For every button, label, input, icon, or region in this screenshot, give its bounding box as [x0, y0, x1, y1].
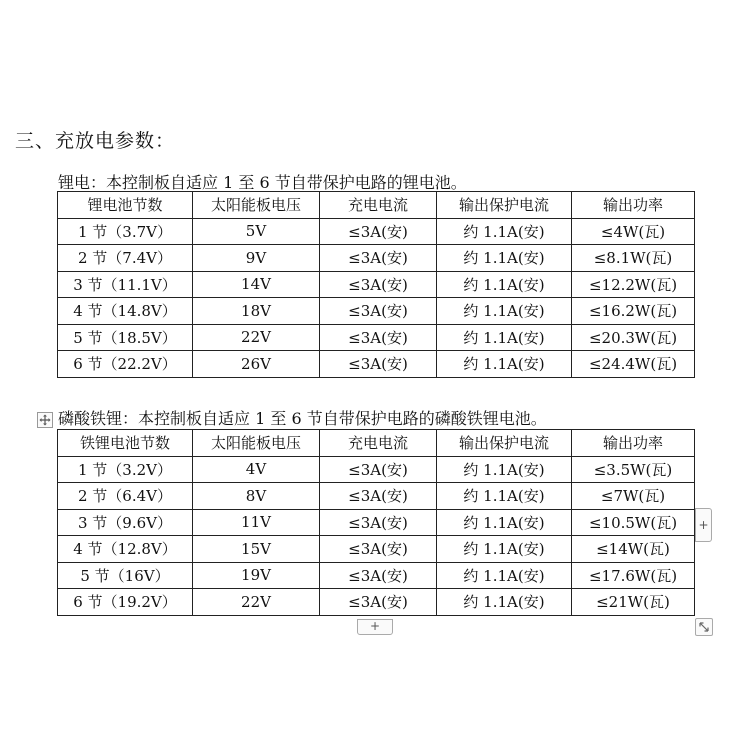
table-row — [58, 271, 695, 298]
table-resize-handle[interactable] — [695, 618, 713, 636]
table-cell[interactable]: 约 1.1A(安) — [437, 271, 572, 298]
lifepo4-table[interactable] — [57, 429, 695, 616]
table-row — [58, 298, 695, 325]
table-cell[interactable]: ≤12.2W(瓦) — [572, 271, 695, 298]
table-cell[interactable]: 6 节（19.2V） — [58, 589, 193, 616]
table-move-handle[interactable] — [37, 412, 53, 428]
table-cell[interactable]: ≤21W(瓦) — [572, 589, 695, 616]
table-cell[interactable]: 4 节（12.8V） — [58, 536, 193, 563]
table-row — [58, 589, 695, 616]
table-cell[interactable]: 约 1.1A(安) — [437, 536, 572, 563]
add-column-button[interactable] — [695, 508, 712, 542]
table-cell[interactable]: 15V — [193, 536, 320, 563]
table-cell[interactable]: 5 节（18.5V） — [58, 324, 193, 351]
table-cell[interactable]: 约 1.1A(安) — [437, 245, 572, 272]
table-cell[interactable]: ≤3.5W(瓦) — [572, 456, 695, 483]
table-cell[interactable]: 3 节（9.6V） — [58, 509, 193, 536]
table-cell[interactable]: ≤20.3W(瓦) — [572, 324, 695, 351]
table-cell[interactable]: 6 节（22.2V） — [58, 351, 193, 378]
table-row — [58, 456, 695, 483]
table-cell[interactable]: 约 1.1A(安) — [437, 562, 572, 589]
header-cell[interactable]: 锂电池节数 — [58, 192, 193, 219]
table-row — [58, 536, 695, 563]
table-cell[interactable]: 约 1.1A(安) — [437, 298, 572, 325]
table-header-row — [58, 192, 695, 219]
plus-icon: + — [369, 619, 381, 633]
table-cell[interactable]: ≤14W(瓦) — [572, 536, 695, 563]
lifepo4-intro: 磷酸铁锂：本控制板自适应 1 至 6 节自带保护电路的磷酸铁锂电池。 — [58, 409, 547, 428]
table-row — [58, 509, 695, 536]
table-cell[interactable]: 约 1.1A(安) — [437, 351, 572, 378]
table-cell[interactable]: 19V — [193, 562, 320, 589]
table-cell[interactable]: 26V — [193, 351, 320, 378]
move-arrows-icon — [39, 414, 51, 426]
lithium-intro: 锂电：本控制板自适应 1 至 6 节自带保护电路的锂电池。 — [58, 173, 467, 192]
table-cell[interactable]: 约 1.1A(安) — [437, 509, 572, 536]
table-cell[interactable]: 8V — [193, 483, 320, 510]
table-cell[interactable]: 约 1.1A(安) — [437, 218, 572, 245]
table-cell[interactable]: 约 1.1A(安) — [437, 589, 572, 616]
table-cell[interactable]: ≤24.4W(瓦) — [572, 351, 695, 378]
table-cell[interactable]: ≤3A(安) — [320, 298, 437, 325]
table-cell[interactable]: ≤7W(瓦) — [572, 483, 695, 510]
table-cell[interactable]: ≤10.5W(瓦) — [572, 509, 695, 536]
section-heading: 三、充放电参数： — [15, 130, 176, 152]
header-cell[interactable]: 输出保护电流 — [437, 192, 572, 219]
header-cell[interactable]: 输出功率 — [572, 430, 695, 457]
table-row — [58, 351, 695, 378]
table-cell[interactable]: 2 节（7.4V） — [58, 245, 193, 272]
table-cell[interactable]: 4V — [193, 456, 320, 483]
table-cell[interactable]: 约 1.1A(安) — [437, 483, 572, 510]
table-cell[interactable]: 11V — [193, 509, 320, 536]
add-row-button[interactable] — [357, 619, 393, 635]
table-cell[interactable]: ≤3A(安) — [320, 351, 437, 378]
table-cell[interactable]: 约 1.1A(安) — [437, 324, 572, 351]
table-cell[interactable]: 22V — [193, 324, 320, 351]
table-cell[interactable]: ≤17.6W(瓦) — [572, 562, 695, 589]
lithium-table[interactable] — [57, 191, 695, 378]
table-row — [58, 245, 695, 272]
header-cell[interactable]: 铁锂电池节数 — [58, 430, 193, 457]
table-cell[interactable]: ≤3A(安) — [320, 271, 437, 298]
table-cell[interactable]: 18V — [193, 298, 320, 325]
plus-icon: + — [698, 518, 709, 532]
table-cell[interactable]: 4 节（14.8V） — [58, 298, 193, 325]
table-cell[interactable]: ≤3A(安) — [320, 483, 437, 510]
table-cell[interactable]: 5V — [193, 218, 320, 245]
header-cell[interactable]: 输出功率 — [572, 192, 695, 219]
table-cell[interactable]: 14V — [193, 271, 320, 298]
table-row — [58, 218, 695, 245]
table-cell[interactable]: ≤4W(瓦) — [572, 218, 695, 245]
table-cell[interactable]: ≤3A(安) — [320, 536, 437, 563]
table-cell[interactable]: ≤3A(安) — [320, 456, 437, 483]
table-cell[interactable]: 2 节（6.4V） — [58, 483, 193, 510]
table-cell[interactable]: 22V — [193, 589, 320, 616]
table-cell[interactable]: ≤3A(安) — [320, 562, 437, 589]
table-cell[interactable]: ≤16.2W(瓦) — [572, 298, 695, 325]
table-cell[interactable]: 约 1.1A(安) — [437, 456, 572, 483]
table-cell[interactable]: ≤8.1W(瓦) — [572, 245, 695, 272]
resize-diagonal-icon — [696, 619, 712, 635]
table-cell[interactable]: 1 节（3.7V） — [58, 218, 193, 245]
table-cell[interactable]: 5 节（16V） — [58, 562, 193, 589]
header-cell[interactable]: 充电电流 — [320, 192, 437, 219]
table-row — [58, 483, 695, 510]
table-header-row — [58, 430, 695, 457]
header-cell[interactable]: 输出保护电流 — [437, 430, 572, 457]
table-cell[interactable]: ≤3A(安) — [320, 218, 437, 245]
table-cell[interactable]: ≤3A(安) — [320, 245, 437, 272]
table-cell[interactable]: ≤3A(安) — [320, 509, 437, 536]
table-row — [58, 324, 695, 351]
table-cell[interactable]: 3 节（11.1V） — [58, 271, 193, 298]
header-cell[interactable]: 充电电流 — [320, 430, 437, 457]
header-cell[interactable]: 太阳能板电压 — [193, 430, 320, 457]
table-cell[interactable]: ≤3A(安) — [320, 324, 437, 351]
header-cell[interactable]: 太阳能板电压 — [193, 192, 320, 219]
table-cell[interactable]: ≤3A(安) — [320, 589, 437, 616]
table-row — [58, 562, 695, 589]
table-cell[interactable]: 1 节（3.2V） — [58, 456, 193, 483]
table-cell[interactable]: 9V — [193, 245, 320, 272]
